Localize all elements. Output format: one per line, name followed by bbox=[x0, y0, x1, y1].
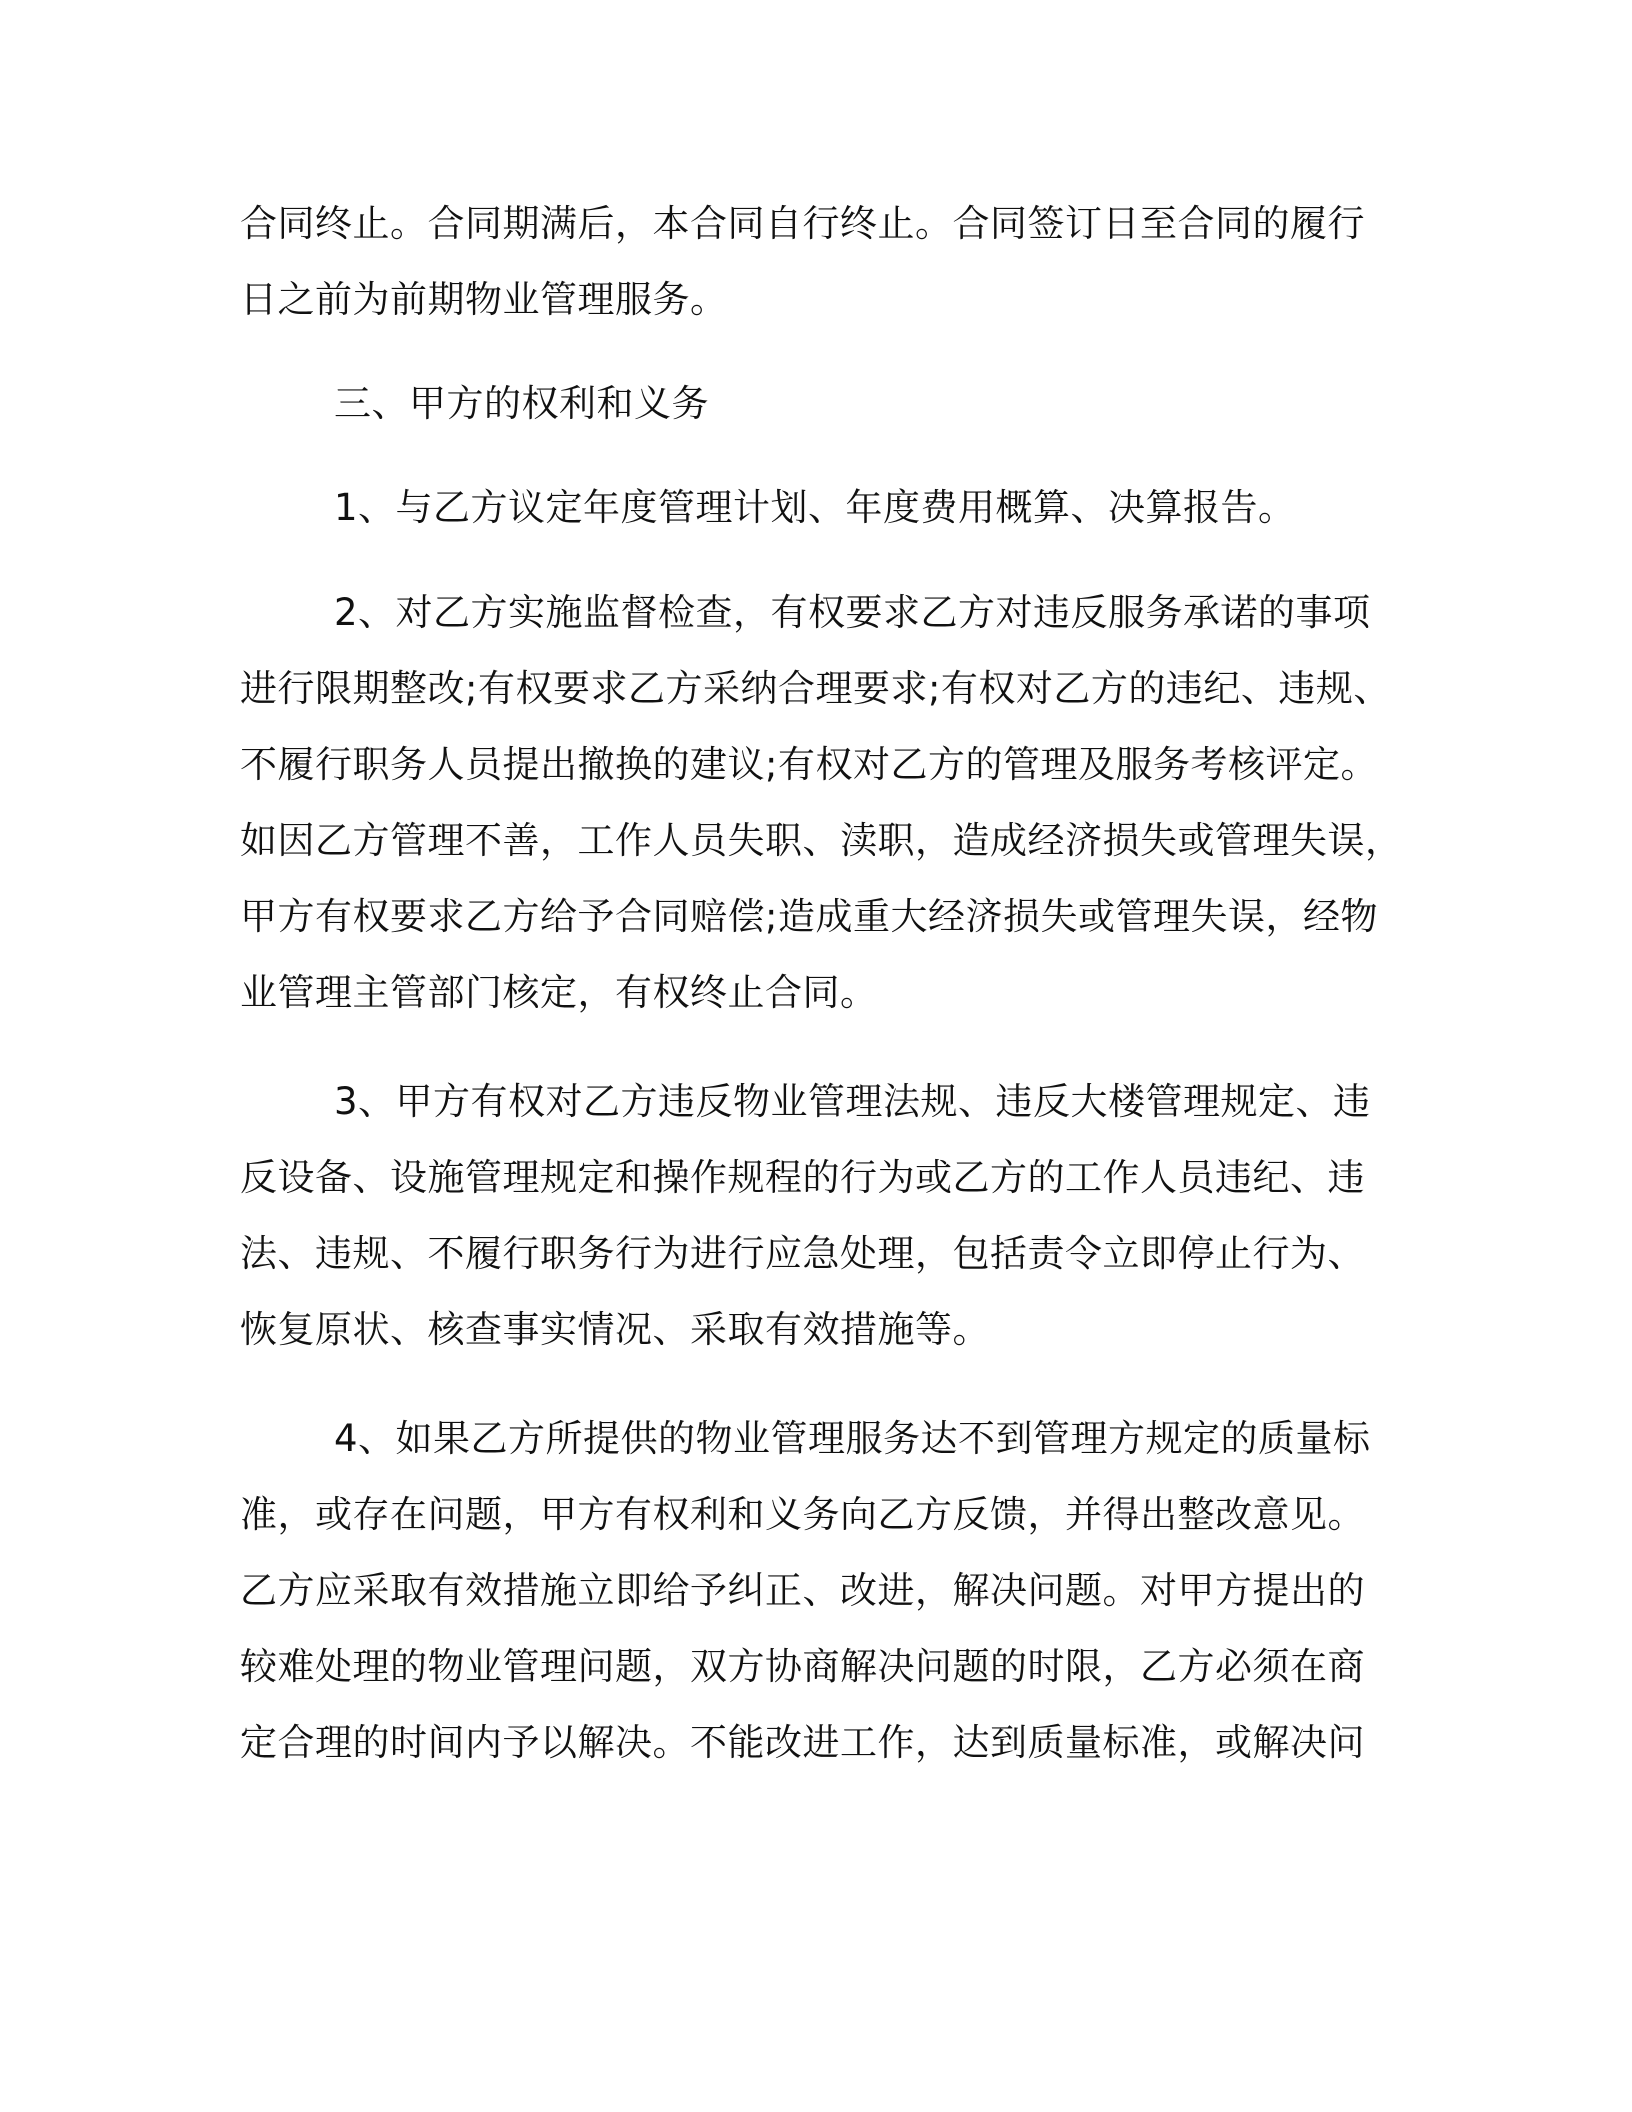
heading-text: 三、甲方的权利和义务 bbox=[334, 382, 709, 425]
text-line: 3、甲方有权对乙方违反物业管理法规、违反大楼管理规定、违 bbox=[334, 1080, 1371, 1123]
text-line: 准，或存在问题，甲方有权利和义务向乙方反馈，并得出整改意见。 bbox=[240, 1493, 1365, 1536]
text-line: 日之前为前期物业管理服务。 bbox=[240, 278, 728, 321]
text-line: 定合理的时间内予以解决。不能改进工作，达到质量标准，或解决问 bbox=[240, 1721, 1365, 1764]
text-line: 1、与乙方议定年度管理计划、年度费用概算、决算报告。 bbox=[334, 486, 1296, 529]
text-line: 4、如果乙方所提供的物业管理服务达不到管理方规定的质量标 bbox=[334, 1417, 1371, 1460]
text-line: 甲方有权要求乙方给予合同赔偿;造成重大经济损失或管理失误，经物 bbox=[240, 895, 1378, 938]
text-line: 法、违规、不履行职务行为进行应急处理，包括责令立即停止行为、 bbox=[240, 1232, 1365, 1275]
paragraph-item-3 bbox=[240, 1064, 1370, 1368]
text-line: 反设备、设施管理规定和操作规程的行为或乙方的工作人员违纪、违 bbox=[240, 1156, 1365, 1199]
text-line: 较难处理的物业管理问题，双方协商解决问题的时限，乙方必须在商 bbox=[240, 1645, 1365, 1688]
text-line: 乙方应采取有效措施立即给予纠正、改进，解决问题。对甲方提出的 bbox=[240, 1569, 1365, 1612]
text-line: 恢复原状、核查事实情况、采取有效措施等。 bbox=[240, 1308, 990, 1351]
text-line: 合同终止。合同期满后，本合同自行终止。合同签订日至合同的履行 bbox=[240, 202, 1365, 245]
document-body bbox=[240, 186, 1403, 1781]
text-line: 不履行职务人员提出撤换的建议;有权对乙方的管理及服务考核评定。 bbox=[240, 743, 1378, 786]
paragraph-item-4 bbox=[240, 1401, 1370, 1781]
paragraph-continuation bbox=[240, 186, 1370, 338]
text-line: 进行限期整改;有权要求乙方采纳合理要求;有权对乙方的违纪、违规、 bbox=[240, 667, 1391, 710]
paragraph-item-2 bbox=[240, 575, 1403, 1031]
text-line: 业管理主管部门核定，有权终止合同。 bbox=[240, 971, 878, 1014]
paragraph-item-1 bbox=[240, 470, 1370, 546]
text-line: 如因乙方管理不善，工作人员失职、渎职，造成经济损失或管理失误， bbox=[240, 819, 1403, 862]
text-line: 2、对乙方实施监督检查，有权要求乙方对违反服务承诺的事项 bbox=[334, 591, 1371, 634]
section-heading bbox=[240, 366, 1370, 442]
